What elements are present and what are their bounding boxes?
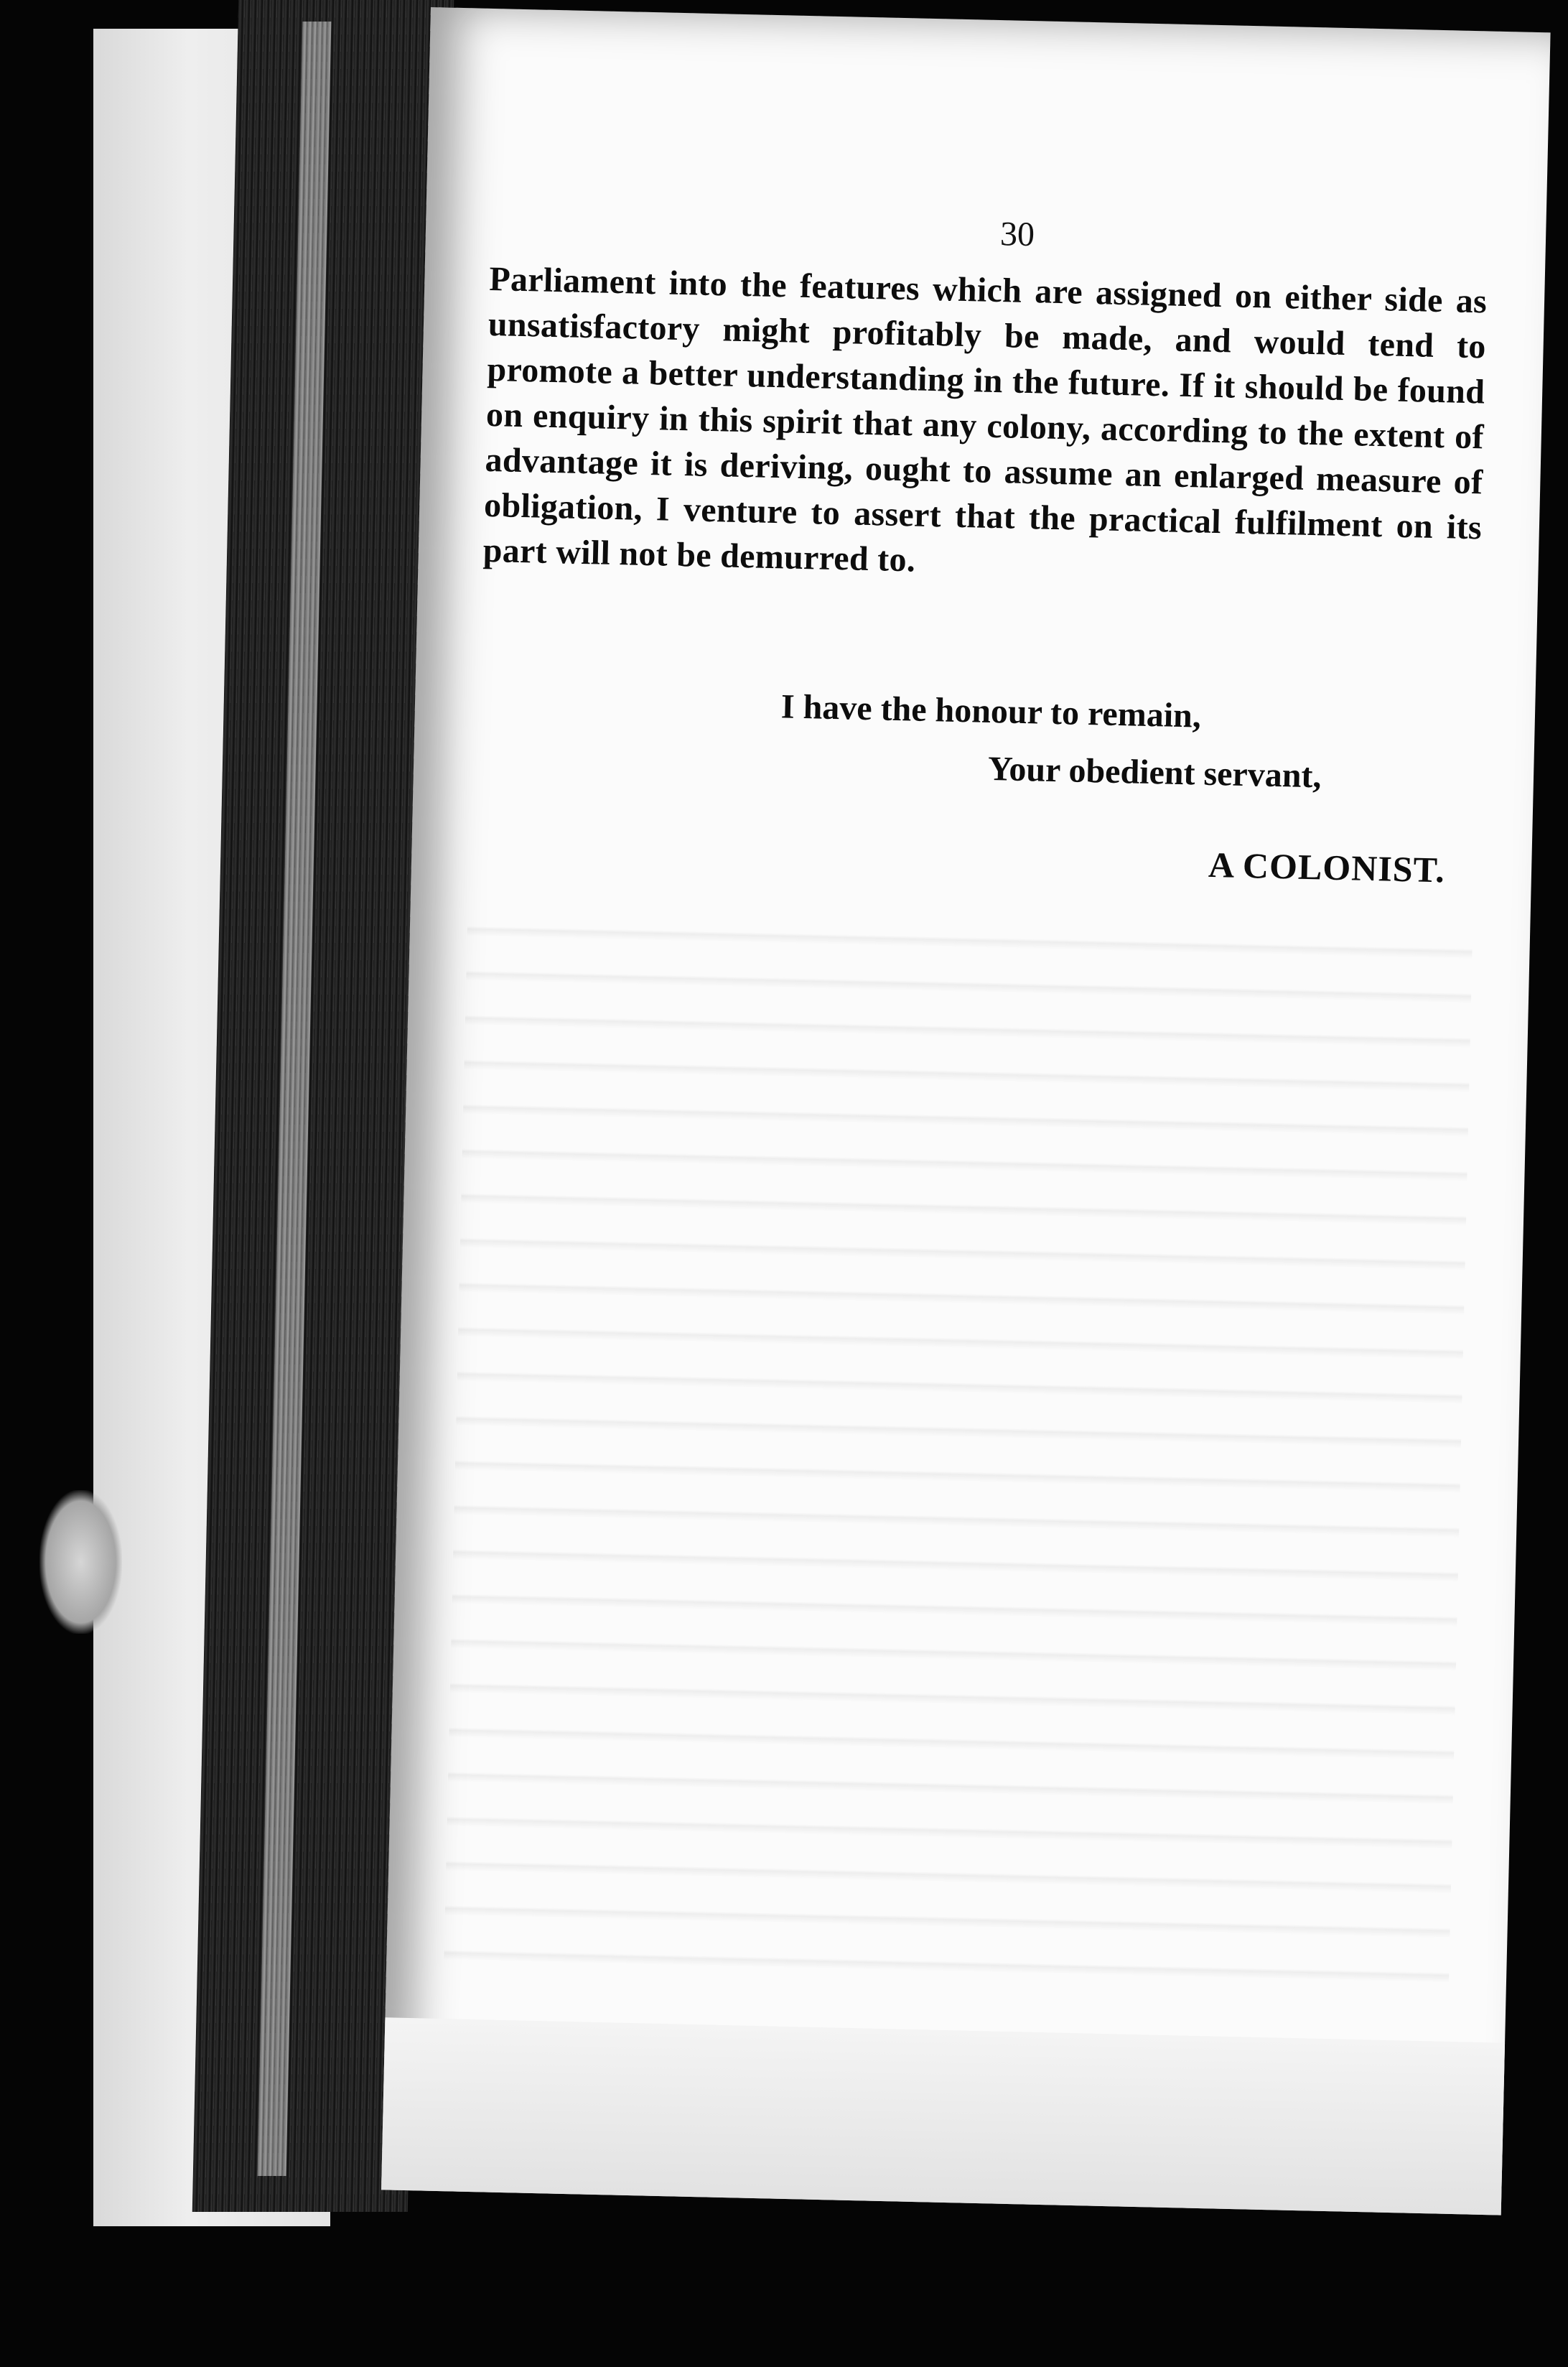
closing-servant: Your obedient servant,: [987, 749, 1322, 796]
signature: A COLONIST.: [1208, 844, 1446, 890]
page-number: 30: [999, 215, 1035, 254]
page-bottom-shade: [381, 2017, 1505, 2215]
torn-paper-scrap: [39, 1490, 122, 1634]
show-through-text: [444, 891, 1473, 1991]
book-page: [381, 7, 1551, 2215]
body-paragraph: Parliament into the features which are assigned on either side as unsatisfactory might profitably be made, and would tend to promote a better understanding in the future. If it should be found on enquiry in this spirit that any colony, according to the extent of advantage it is deriving, ought to assume an enlarged measure of obligation, I venture to assert that the practical fulfilment on its part will not be demurred to.: [482, 259, 1488, 580]
closing-salutation: I have the honour to remain,: [780, 687, 1202, 735]
